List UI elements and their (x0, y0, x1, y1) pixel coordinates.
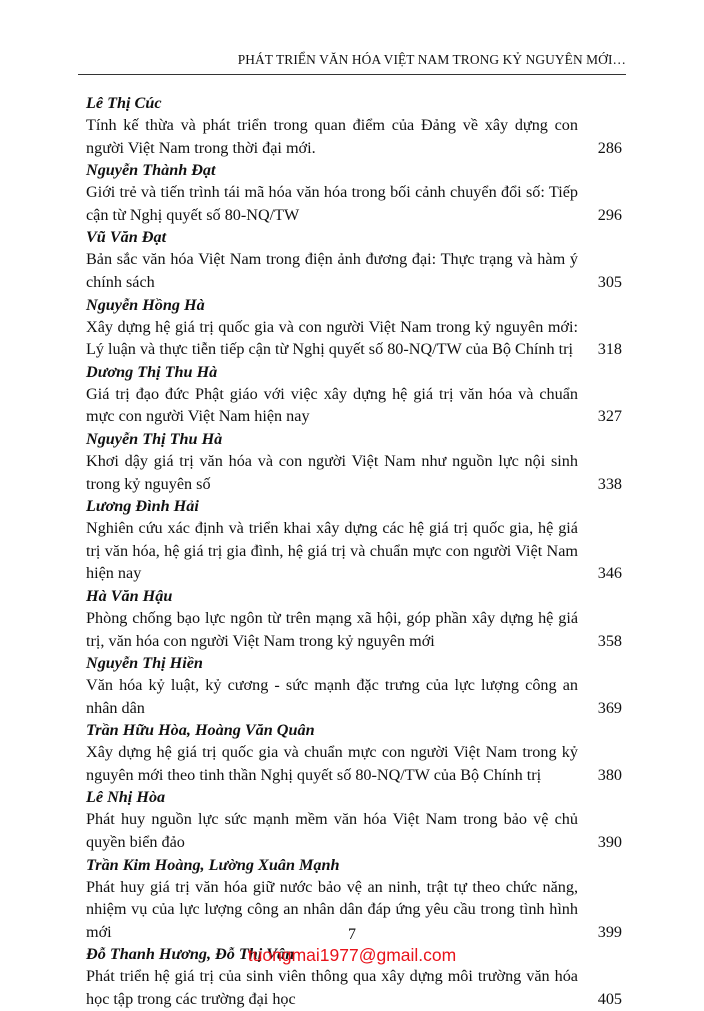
entry-title-row (86, 607, 622, 652)
entry-author: Dương Thị Thu Hà (86, 362, 218, 381)
entry-title: Bản sắc văn hóa Việt Nam trong điện ảnh đương đại: Thực trạng và hàm ý chính sách (86, 250, 578, 291)
entry-page-number: 358 (597, 631, 622, 650)
entry-author: Nguyễn Thị Thu Hà (86, 429, 223, 448)
entry-author: Trần Kim Hoàng, Lường Xuân Mạnh (86, 855, 340, 874)
toc-entry (86, 159, 622, 226)
entry-author: Lê Nhị Hòa (86, 788, 166, 807)
entry-title-row (86, 383, 622, 428)
entry-page-number: 286 (597, 138, 622, 157)
entry-page-number: 390 (597, 833, 622, 852)
toc-entry (86, 226, 622, 293)
entry-title-row (86, 674, 622, 719)
toc-entry (86, 294, 622, 361)
entry-author: Trần Hữu Hòa, Hoàng Văn Quân (86, 721, 315, 740)
entry-title: Khơi dậy giá trị văn hóa và con người Việt Nam như nguồn lực nội sinh trong kỷ nguyên số (86, 451, 578, 493)
entry-title: Xây dựng hệ giá trị quốc gia và chuẩn mực con người Việt Nam trong kỷ nguyên mới theo tinh thần Nghị quyết số 80-NQ/TW của Bộ Chính trị (86, 743, 578, 784)
entry-page-number: 318 (597, 340, 622, 359)
entry-title-row (86, 741, 622, 786)
entry-title: Phát huy giá trị văn hóa giữ nước bảo vệ an ninh, trật tự theo chức năng, nhiệm vụ của lực lượng công an nhân dân đáp ứng yêu cầu trong tình hình mới (86, 877, 578, 941)
toc-entry (86, 719, 622, 786)
toc-entry (86, 652, 622, 719)
toc-entry (86, 92, 622, 159)
entry-title-row (86, 181, 622, 226)
entry-page-number: 338 (597, 474, 622, 493)
entry-author: Nguyễn Thị Hiền (86, 654, 203, 673)
entry-title: Phát triển hệ giá trị của sinh viên thông qua xây dựng môi trường văn hóa học tập trong các trường đại học (86, 967, 578, 1009)
table-of-contents (86, 92, 622, 1011)
entry-author: Lê Thị Cúc (86, 94, 162, 112)
entry-title: Phòng chống bạo lực ngôn từ trên mạng xã hội, góp phần xây dựng hệ giá trị, văn hóa con người Việt Nam trong kỷ nguyên mới (86, 608, 578, 650)
toc-entry (86, 585, 622, 652)
entry-page-number: 296 (597, 205, 622, 224)
entry-title-row (86, 965, 622, 1010)
entry-title-row (86, 808, 622, 853)
entry-page-number: 305 (597, 272, 622, 291)
page-number: 7 (348, 926, 356, 943)
toc-entry (86, 495, 622, 585)
entry-title: Tính kế thừa và phát triển trong quan điểm của Đảng về xây dựng con người Việt Nam trong thời đại mới. (86, 116, 578, 157)
entry-author: Vũ Văn Đạt (86, 228, 167, 247)
email-watermark: tuongmai1977@gmail.com (247, 945, 457, 965)
entry-title-row (86, 114, 622, 159)
entry-title-row (86, 517, 622, 585)
entry-title: Giới trẻ và tiến trình tái mã hóa văn hóa trong bối cảnh chuyển đổi số: Tiếp cận từ Nghị quyết số 80-NQ/TW (86, 183, 578, 224)
entry-page-number: 346 (597, 564, 622, 583)
entry-page-number: 399 (597, 922, 622, 941)
entry-title: Văn hóa kỷ luật, kỷ cương - sức mạnh đặc trưng của lực lượng công an nhân dân (86, 676, 578, 717)
entry-title: Nghiên cứu xác định và triển khai xây dựng các hệ giá trị quốc gia, hệ giá trị văn hóa, hệ giá trị gia đình, hệ giá trị và chuẩn mực con người Việt Nam hiện nay (86, 519, 578, 583)
entry-page-number: 380 (597, 765, 622, 784)
toc-entry (86, 361, 622, 428)
entry-title: Phát huy nguồn lực sức mạnh mềm văn hóa Việt Nam trong bảo vệ chủ quyền biển đảo (86, 810, 578, 852)
toc-entry (86, 786, 622, 853)
entry-title-row (86, 316, 622, 361)
entry-page-number: 405 (597, 990, 622, 1009)
entry-author: Lương Đình Hải (86, 497, 199, 516)
entry-title: Xây dựng hệ giá trị quốc gia và con người Việt Nam trong kỷ nguyên mới: Lý luận và thực tiễn tiếp cận từ Nghị quyết số 80-NQ/TW của Bộ Chính trị (86, 317, 578, 359)
entry-title-row (86, 450, 622, 495)
entry-author: Đỗ Thanh Hương, Đỗ Thị Vân (86, 945, 295, 964)
entry-title: Giá trị đạo đức Phật giáo với việc xây dựng hệ giá trị văn hóa và chuẩn mực con người Việt Nam hiện nay (86, 384, 578, 426)
running-title: PHÁT TRIỂN VĂN HÓA VIỆT NAM TRONG KỶ NGUYÊN MỚI… (237, 52, 626, 67)
toc-entry (86, 428, 622, 495)
entry-author: Nguyễn Hồng Hà (86, 295, 205, 314)
entry-author: Hà Văn Hậu (86, 586, 173, 605)
entry-title-row (86, 248, 622, 293)
entry-page-number: 369 (597, 698, 622, 717)
running-header (78, 52, 626, 75)
entry-author: Nguyễn Thành Đạt (86, 161, 216, 180)
entry-page-number: 327 (597, 407, 622, 426)
